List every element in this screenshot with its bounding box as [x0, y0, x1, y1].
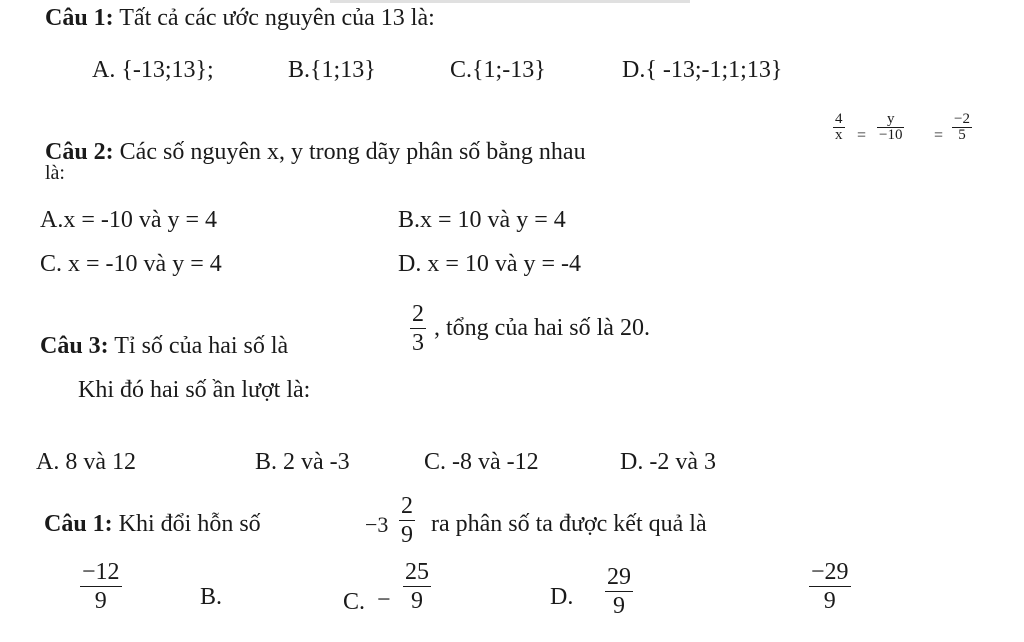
- q2-option-d[interactable]: D. x = 10 và y = -4: [398, 251, 582, 277]
- question-4-text-after: ra phân số ta được kết quả là: [431, 511, 707, 537]
- q3-option-d[interactable]: D. -2 và 3: [620, 449, 716, 475]
- question-4-text-before: Khi đổi hỗn số: [118, 511, 261, 537]
- q2-option-c[interactable]: C. x = -10 và y = 4: [40, 251, 222, 277]
- q4-extra-fraction-num: −29: [811, 559, 849, 585]
- equals-sign: =: [934, 127, 944, 144]
- q1-option-b[interactable]: B.{1;13}: [288, 57, 376, 83]
- q4-option-d-num: 29: [607, 564, 631, 590]
- q3-fraction-den: 3: [412, 330, 424, 356]
- q4-option-c-den: 9: [411, 588, 423, 614]
- q4-option-c-sign: −: [377, 587, 391, 613]
- q2-fraction-3: [952, 112, 972, 143]
- question-4-label: Câu 1:: [44, 511, 113, 537]
- q4-mixed-fraction: [399, 494, 415, 547]
- question-4: [44, 512, 261, 536]
- q4-option-d-fraction: [605, 565, 633, 618]
- q3-fraction: [410, 302, 426, 355]
- question-2-text: Các số nguyên x, y trong dãy phân số bằng nhau: [119, 139, 586, 165]
- q2-fraction-3-num: −2: [954, 111, 970, 127]
- q4-option-b[interactable]: B.: [200, 584, 223, 610]
- q1-option-d[interactable]: D.{ -13;-1;1;13}: [622, 57, 783, 83]
- q4-option-a-den: 9: [94, 588, 107, 614]
- q1-option-a[interactable]: A. {-13;13};: [92, 57, 214, 83]
- q2-option-a[interactable]: A.x = -10 và y = 4: [40, 207, 218, 233]
- question-2: [45, 140, 586, 164]
- q2-fraction-1: [833, 112, 845, 143]
- question-2-label: Câu 2:: [45, 139, 114, 165]
- q4-mixed-fraction-den: 9: [401, 522, 413, 548]
- q2-fraction-2: [877, 112, 904, 143]
- q4-mixed-whole: −3: [365, 512, 389, 537]
- q4-option-c-fraction: [403, 560, 431, 613]
- q4-extra-fraction: [809, 560, 851, 613]
- q4-option-d-label[interactable]: D.: [550, 584, 574, 610]
- question-3-label: Câu 3:: [40, 333, 109, 359]
- q4-option-c-num: 25: [405, 559, 429, 585]
- question-3-text: Tỉ số của hai số là: [114, 333, 289, 359]
- q3-option-a[interactable]: A. 8 và 12: [36, 449, 136, 475]
- top-crop-edge: [330, 0, 690, 3]
- q4-option-a-num: −12: [82, 559, 120, 585]
- q4-option-c-label[interactable]: C.: [343, 589, 366, 615]
- question-2-text-cont: là:: [45, 162, 65, 184]
- q2-fraction-3-den: 5: [958, 127, 966, 143]
- q4-option-a-fraction[interactable]: [80, 560, 122, 613]
- q2-fraction-2-num: y: [886, 111, 895, 127]
- question-3: [40, 334, 288, 358]
- q2-fraction-1-den: x: [835, 127, 843, 143]
- q3-option-b[interactable]: B. 2 và -3: [255, 449, 350, 475]
- q3-option-c[interactable]: C. -8 và -12: [424, 449, 539, 475]
- q2-fraction-2-den: −10: [879, 127, 903, 143]
- q3-fraction-num: 2: [412, 301, 424, 327]
- q4-mixed-fraction-num: 2: [401, 493, 413, 519]
- question-1: [45, 6, 435, 30]
- question-1-label: Câu 1:: [45, 5, 114, 31]
- equals-sign: =: [857, 127, 867, 144]
- question-3-line-2: Khi đó hai số ần lượt là:: [78, 377, 311, 403]
- question-1-text: Tất cả các ước nguyên của 13 là:: [119, 5, 435, 31]
- q2-option-b[interactable]: B.x = 10 và y = 4: [398, 207, 566, 233]
- question-3-text-after: , tổng của hai số là 20.: [434, 315, 650, 341]
- q4-extra-fraction-den: 9: [823, 588, 836, 614]
- q2-fraction-1-num: 4: [835, 111, 843, 127]
- q1-option-c[interactable]: C.{1;-13}: [450, 57, 546, 83]
- q4-option-d-den: 9: [613, 593, 625, 619]
